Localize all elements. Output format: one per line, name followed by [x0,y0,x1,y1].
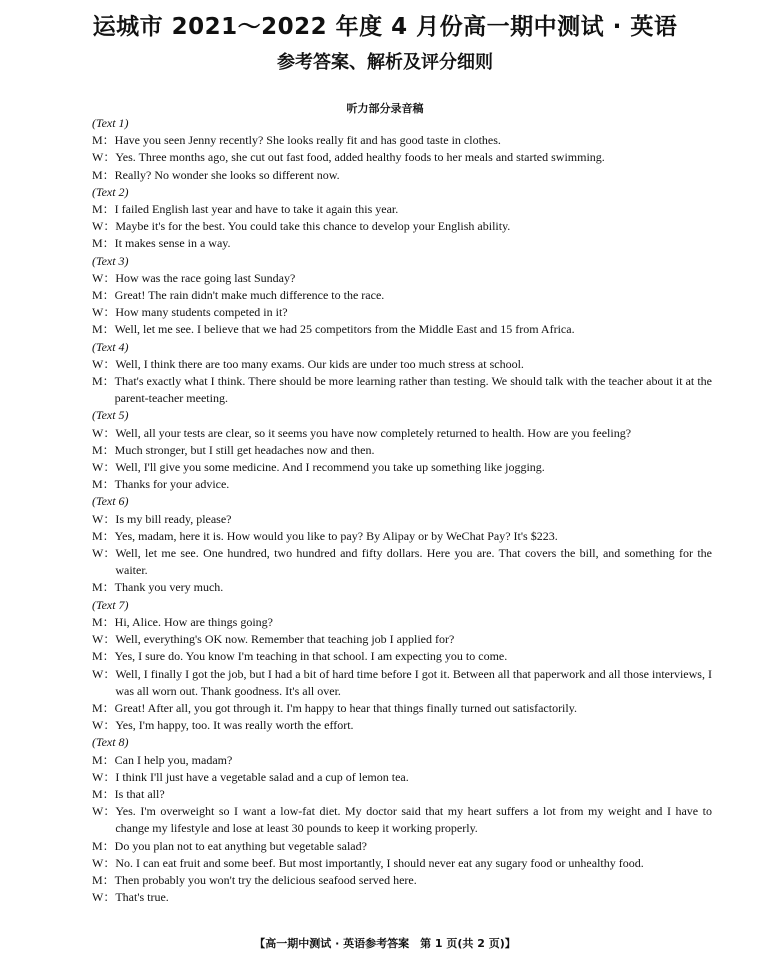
speaker-label: M： [92,528,115,543]
dialogue-line [92,872,712,889]
speaker-label: W： [92,769,116,784]
dialogue-text: Great! After all, you got through it. I'm happy to hear that things finally turned out satisfactorily. [114,700,577,715]
dialogue-text: How was the race going last Sunday? [115,270,296,285]
dialogue-line [92,528,712,545]
dialogue-text: Have you seen Jenny recently? She looks really fit and has good taste in clothes. [114,133,501,148]
speaker-label: M： [92,477,115,492]
speaker-label: M： [92,649,115,664]
dialogue-line [92,442,712,459]
dialogue-line [92,167,712,184]
speaker-label: M： [92,202,115,217]
speaker-label: W： [92,804,116,819]
dialogue-text: Yes, madam, here it is. How would you like to pay? By Alipay or by WeChat Pay? It's $223. [114,528,558,543]
dialogue-line [92,476,712,493]
speaker-label: W： [92,270,116,285]
dialogue-text: Yes. Three months ago, she cut out fast food, added healthy foods to her meals and started swimming. [115,150,605,165]
page-footer: 【高一期中测试 · 英语参考答案 第 1 页(共 2 页)】 [254,937,516,950]
text-label: (Text 8) [92,735,129,750]
dialogue-text: No. I can eat fruit and some beef. But most importantly, I should never eat any sugary food or unhealthy food. [115,855,644,870]
dialogue-text: Is that all? [114,786,165,801]
speaker-label: W： [92,511,116,526]
speaker-label: W： [92,666,116,681]
dialogue-line [92,803,712,837]
dialogue-line [92,235,712,252]
speaker-label: M： [92,288,115,303]
dialogue-text: How many students competed in it? [115,305,288,320]
dialogue-line [92,648,712,665]
speaker-label: M： [92,167,115,182]
dialogue-text: Hi, Alice. How are things going? [114,614,273,629]
dialogue-line [92,631,712,648]
dialogue-text: Yes, I sure do. You know I'm teaching in that school. I am expecting you to come. [114,649,508,664]
speaker-label: M： [92,700,115,715]
text-label: (Text 4) [92,339,129,354]
speaker-label: W： [92,356,116,371]
dialogue-text: I failed English last year and have to take it again this year. [114,202,399,217]
dialogue-text: Much stronger, but I still get headaches now and then. [114,442,375,457]
dialogue-line [92,614,712,631]
dialogue-line [92,511,712,528]
speaker-label: M： [92,442,115,457]
section-heading: 听力部分录音稿 [346,102,424,115]
dialogue-text: Do you plan not to eat anything but vegetable salad? [114,838,367,853]
dialogue-text: Well, let me see. One hundred, two hundred and fifty dollars. Here you are. That covers the bill, and something for the waiter. [115,546,712,578]
dialogue-line [92,321,712,338]
speaker-label: W： [92,460,116,475]
dialogue-text: That's exactly what I think. There should be more learning rather than testing. We should talk with the teacher about it at the parent-teacher meeting. [114,374,712,406]
text-label: (Text 7) [92,597,129,612]
dialogue-text: That's true. [115,890,169,905]
speaker-label: M： [92,786,115,801]
dialogue-text: Yes, I'm happy, too. It was really worth the effort. [115,718,354,733]
dialogue-line [92,425,712,442]
speaker-label: M： [92,614,115,629]
text-label: (Text 5) [92,408,129,423]
dialogue-line [92,752,712,769]
dialogue-line [92,201,712,218]
speaker-label: M： [92,580,115,595]
text-label: (Text 6) [92,494,129,509]
dialogue-line [92,287,712,304]
dialogue-text: Well, I'll give you some medicine. And I recommend you take up something like jogging. [115,460,545,475]
speaker-label: M： [92,872,115,887]
dialogue-text: Well, I think there are too many exams. Our kids are under too much stress at school. [115,356,524,371]
dialogue-line [92,786,712,803]
dialogue-text: Maybe it's for the best. You could take this chance to develop your English ability. [115,219,511,234]
dialogue-line [92,769,712,786]
text-label: (Text 2) [92,184,129,199]
speaker-label: M： [92,838,115,853]
dialogue-line [92,270,712,287]
dialogue-line [92,356,712,373]
dialogue-line [92,855,712,872]
speaker-label: W： [92,632,116,647]
dialogue-line [92,579,712,596]
speaker-label: W： [92,546,116,561]
dialogue-text: It makes sense in a way. [114,236,231,251]
speaker-label: W： [92,718,116,733]
speaker-label: W： [92,855,116,870]
dialogue-line [92,700,712,717]
dialogue-text: Can I help you, madam? [114,752,233,767]
speaker-label: M： [92,236,115,251]
speaker-label: W： [92,305,116,320]
dialogue-text: Well, let me see. I believe that we had 25 competitors from the Middle East and 15 from Africa. [114,322,575,337]
page-title: 运城市 2021～2022 年度 4 月份高一期中测试 · 英语 [92,14,678,40]
dialogue-line [92,218,712,235]
dialogue-text: Well, all your tests are clear, so it seems you have now completely returned to health. How are you feeling? [115,425,632,440]
text-label: (Text 3) [92,253,129,268]
speaker-label: W： [92,425,116,440]
dialogue-line [92,545,712,579]
text-label: (Text 1) [92,116,129,130]
dialogue-line [92,666,712,700]
speaker-label: W： [92,890,116,905]
dialogue-line [92,459,712,476]
speaker-label: M： [92,133,115,148]
dialogue-text: Then probably you won't try the delicious seafood served here. [114,872,417,887]
speaker-label: M： [92,374,115,389]
dialogue-text: Is my bill ready, please? [115,511,232,526]
dialogue-line [92,373,712,407]
dialogue-line [92,889,712,906]
dialogue-line [92,838,712,855]
dialogue-line [92,132,712,149]
dialogue-text: Thanks for your advice. [114,477,230,492]
speaker-label: W： [92,219,116,234]
dialogue-text: Yes. I'm overweight so I want a low-fat diet. My doctor said that my heart suffers a lot from my weight and I have to change my lifestyle and lose at least 30 pounds to keep it working properly. [115,804,712,836]
dialogue-line [92,717,712,734]
dialogue-text: Well, I finally I got the job, but I had a bit of hard time before I got it. Between all that paperwork and all those interviews, I was all worn out. Thank goodness. It's all over. [115,666,712,698]
speaker-label: M： [92,322,115,337]
dialogue-text: Great! The rain didn't make much difference to the race. [114,288,385,303]
speaker-label: M： [92,752,115,767]
page-subtitle: 参考答案、解析及评分细则 [277,52,493,73]
speaker-label: W： [92,150,116,165]
dialogue-text: Well, everything's OK now. Remember that teaching job I applied for? [115,632,455,647]
transcript [92,115,712,906]
dialogue-text: I think I'll just have a vegetable salad and a cup of lemon tea. [115,769,409,784]
dialogue-line [92,149,712,166]
dialogue-line [92,304,712,321]
dialogue-text: Really? No wonder she looks so different now. [114,167,340,182]
dialogue-text: Thank you very much. [114,580,224,595]
